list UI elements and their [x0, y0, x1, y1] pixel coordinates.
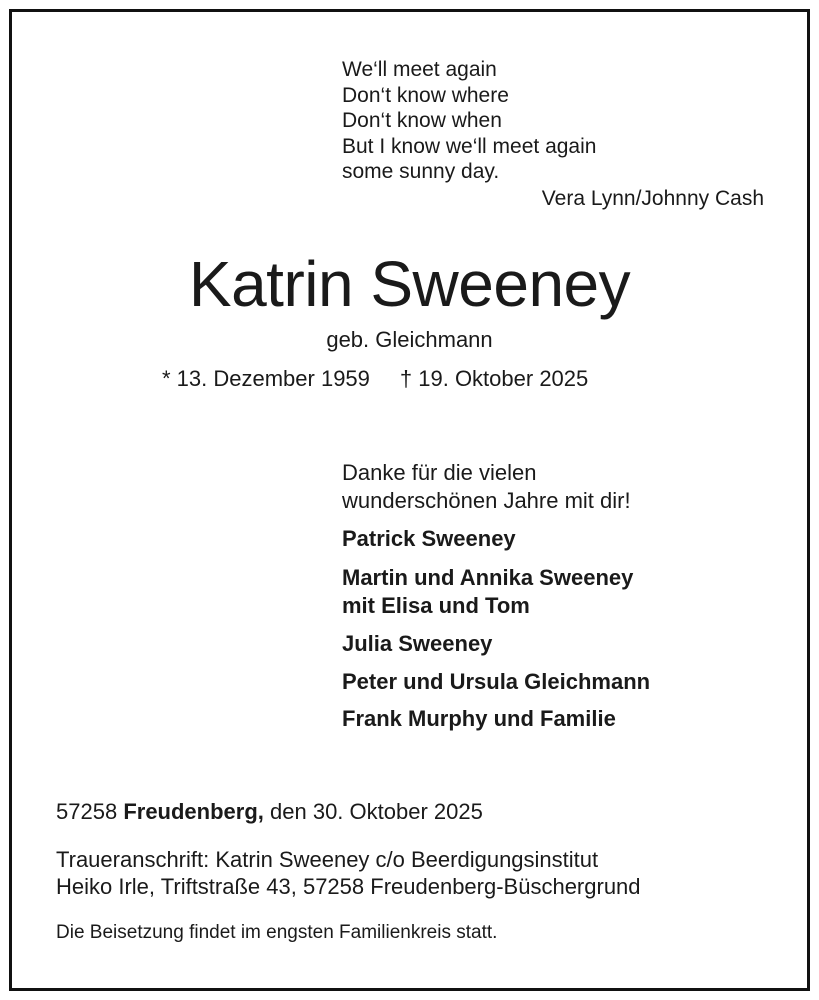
mourner-entry: [342, 705, 616, 733]
city: Freudenberg,: [123, 799, 264, 824]
mourner-entry: [342, 630, 492, 658]
postcode: 57258: [56, 799, 118, 824]
mourner-line: Julia Sweeney: [342, 631, 493, 656]
poem-line: some sunny day.: [342, 160, 500, 183]
birth-name: geb. Gleichmann: [326, 327, 493, 352]
mourner-line: Martin und Annika Sweeney: [342, 565, 634, 590]
poem-line: Don‘t know when: [342, 109, 502, 132]
mourner-line: Patrick Sweeney: [342, 526, 516, 551]
address-line: Heiko Irle, Triftstraße 43, 57258 Freudenberg-Büschergrund: [56, 874, 641, 899]
mourner-line: mit Elisa und Tom: [342, 593, 530, 618]
death-date: † 19. Oktober 2025: [399, 366, 589, 391]
poem-attribution: Vera Lynn/Johnny Cash: [541, 187, 764, 210]
poem-line: Don‘t know where: [342, 83, 509, 107]
thanks-line: Danke für die vielen: [342, 460, 537, 485]
mourner-entry: [342, 668, 650, 696]
funeral-note: Die Beisetzung findet im engsten Familienkreis statt.: [56, 922, 498, 943]
poem: [342, 57, 596, 185]
mourner-entry: [342, 525, 516, 553]
thanks-line: wunderschönen Jahre mit dir!: [342, 488, 631, 513]
mourning-address: [56, 846, 641, 900]
deceased-name: Katrin Sweeney: [188, 248, 631, 320]
birth-date: * 13. Dezember 1959: [162, 366, 370, 391]
place-date-line: [56, 799, 483, 825]
mourner-line: Peter und Ursula Gleichmann: [342, 669, 651, 694]
life-dates: [162, 366, 588, 392]
thanks-message: [342, 459, 631, 515]
address-line: Traueranschrift: Katrin Sweeney c/o Beerdigungsinstitut: [56, 847, 599, 872]
mourner-entry: [342, 564, 633, 620]
poem-line: But I know we‘ll meet again: [342, 134, 597, 158]
notice-date: den 30. Oktober 2025: [270, 799, 483, 824]
poem-line: We‘ll meet again: [342, 58, 497, 81]
mourner-line: Frank Murphy und Familie: [342, 706, 616, 731]
